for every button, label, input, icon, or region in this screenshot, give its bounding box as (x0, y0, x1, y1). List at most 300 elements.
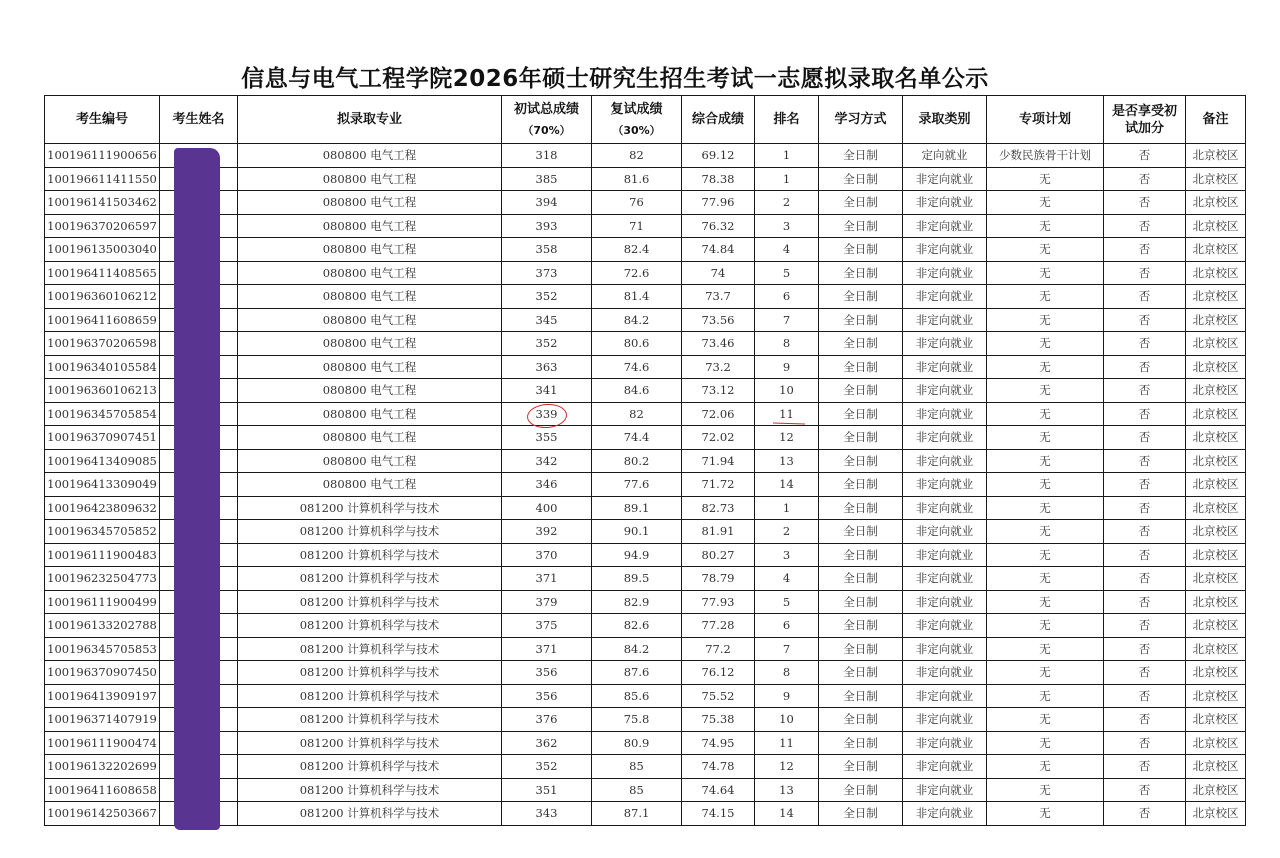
cell-plan: 无 (987, 543, 1104, 567)
table-row (45, 238, 1246, 262)
cell-major: 080800 电气工程 (238, 144, 502, 168)
cell-prelim: 345 (502, 308, 592, 332)
cell-major: 080800 电气工程 (238, 214, 502, 238)
table-row (45, 261, 1246, 285)
cell-id: 100196370206597 (45, 214, 160, 238)
cell-rank: 6 (755, 285, 819, 309)
cell-prelim: 352 (502, 332, 592, 356)
cell-category: 非定向就业 (903, 473, 987, 497)
cell-study-mode: 全日制 (819, 590, 903, 614)
table-row (45, 614, 1246, 638)
cell-study-mode: 全日制 (819, 449, 903, 473)
header-name: 考生姓名 (160, 96, 238, 144)
cell-note: 北京校区 (1186, 590, 1246, 614)
cell-note: 北京校区 (1186, 402, 1246, 426)
cell-prelim: 371 (502, 637, 592, 661)
cell-id: 100196371407919 (45, 708, 160, 732)
cell-prelim: 375 (502, 614, 592, 638)
cell-plan: 无 (987, 285, 1104, 309)
cell-bonus: 否 (1104, 590, 1186, 614)
cell-major: 080800 电气工程 (238, 473, 502, 497)
table-row (45, 191, 1246, 215)
table-row (45, 473, 1246, 497)
cell-category: 非定向就业 (903, 332, 987, 356)
cell-plan: 无 (987, 238, 1104, 262)
cell-prelim: 373 (502, 261, 592, 285)
cell-bonus: 否 (1104, 473, 1186, 497)
cell-major: 080800 电气工程 (238, 355, 502, 379)
cell-category: 非定向就业 (903, 355, 987, 379)
cell-category: 非定向就业 (903, 449, 987, 473)
cell-total: 77.93 (682, 590, 755, 614)
cell-prelim: 379 (502, 590, 592, 614)
cell-study-mode: 全日制 (819, 731, 903, 755)
cell-prelim: 356 (502, 684, 592, 708)
header-prelim-label: 初试总成绩 (513, 101, 579, 117)
cell-study-mode: 全日制 (819, 755, 903, 779)
page-title: 信息与电气工程学院2026年硕士研究生招生考试一志愿拟录取名单公示 (241, 66, 989, 92)
cell-category: 非定向就业 (903, 731, 987, 755)
table-row (45, 731, 1246, 755)
cell-category: 非定向就业 (903, 520, 987, 544)
cell-category: 非定向就业 (903, 214, 987, 238)
cell-rank: 13 (755, 449, 819, 473)
cell-category: 非定向就业 (903, 167, 987, 191)
cell-note: 北京校区 (1186, 167, 1246, 191)
table-row (45, 661, 1246, 685)
cell-prelim: 343 (502, 802, 592, 826)
cell-category: 非定向就业 (903, 496, 987, 520)
cell-rank: 7 (755, 308, 819, 332)
cell-total: 78.38 (682, 167, 755, 191)
cell-total: 72.02 (682, 426, 755, 450)
table-row (45, 285, 1246, 309)
header-prelim-weight: （70%） (522, 123, 571, 137)
cell-major: 081200 计算机科学与技术 (238, 496, 502, 520)
cell-note: 北京校区 (1186, 379, 1246, 403)
cell-study-mode: 全日制 (819, 144, 903, 168)
cell-plan: 少数民族骨干计划 (987, 144, 1104, 168)
cell-rank: 3 (755, 543, 819, 567)
cell-rank: 9 (755, 355, 819, 379)
cell-study-mode: 全日制 (819, 708, 903, 732)
cell-bonus: 否 (1104, 778, 1186, 802)
cell-retest: 76 (592, 191, 682, 215)
table-row (45, 214, 1246, 238)
cell-plan: 无 (987, 308, 1104, 332)
cell-rank: 1 (755, 496, 819, 520)
cell-id: 100196135003040 (45, 238, 160, 262)
cell-prelim: 318 (502, 144, 592, 168)
cell-plan: 无 (987, 379, 1104, 403)
cell-major: 081200 计算机科学与技术 (238, 614, 502, 638)
cell-major: 080800 电气工程 (238, 308, 502, 332)
cell-bonus: 否 (1104, 308, 1186, 332)
table-row (45, 144, 1246, 168)
cell-note: 北京校区 (1186, 332, 1246, 356)
cell-plan: 无 (987, 802, 1104, 826)
table-row (45, 167, 1246, 191)
cell-total: 75.52 (682, 684, 755, 708)
cell-prelim: 346 (502, 473, 592, 497)
cell-id: 100196411408565 (45, 261, 160, 285)
cell-id: 100196370907450 (45, 661, 160, 685)
cell-plan: 无 (987, 496, 1104, 520)
cell-prelim: 363 (502, 355, 592, 379)
cell-retest: 80.2 (592, 449, 682, 473)
cell-note: 北京校区 (1186, 191, 1246, 215)
cell-prelim: 358 (502, 238, 592, 262)
cell-bonus: 否 (1104, 684, 1186, 708)
cell-category: 非定向就业 (903, 543, 987, 567)
cell-category: 非定向就业 (903, 778, 987, 802)
cell-prelim: 376 (502, 708, 592, 732)
header-rank: 排名 (755, 96, 819, 144)
cell-note: 北京校区 (1186, 261, 1246, 285)
cell-id: 100196111900499 (45, 590, 160, 614)
cell-retest: 89.1 (592, 496, 682, 520)
cell-study-mode: 全日制 (819, 802, 903, 826)
cell-note: 北京校区 (1186, 567, 1246, 591)
cell-total: 76.32 (682, 214, 755, 238)
cell-major: 080800 电气工程 (238, 167, 502, 191)
cell-note: 北京校区 (1186, 144, 1246, 168)
cell-bonus: 否 (1104, 449, 1186, 473)
cell-total: 78.79 (682, 567, 755, 591)
cell-study-mode: 全日制 (819, 426, 903, 450)
cell-bonus: 否 (1104, 802, 1186, 826)
cell-retest: 87.6 (592, 661, 682, 685)
cell-note: 北京校区 (1186, 543, 1246, 567)
cell-category: 非定向就业 (903, 261, 987, 285)
cell-id: 100196232504773 (45, 567, 160, 591)
table-row (45, 520, 1246, 544)
cell-retest: 84.6 (592, 379, 682, 403)
cell-retest: 82 (592, 144, 682, 168)
cell-plan: 无 (987, 708, 1104, 732)
cell-retest: 82 (592, 402, 682, 426)
cell-total: 74.95 (682, 731, 755, 755)
cell-rank: 1 (755, 144, 819, 168)
cell-major: 081200 计算机科学与技术 (238, 520, 502, 544)
cell-total: 72.06 (682, 402, 755, 426)
table-row (45, 332, 1246, 356)
cell-plan: 无 (987, 402, 1104, 426)
cell-note: 北京校区 (1186, 684, 1246, 708)
cell-id: 100196411608659 (45, 308, 160, 332)
table-row (45, 590, 1246, 614)
table-row (45, 308, 1246, 332)
cell-retest: 85 (592, 778, 682, 802)
cell-total: 73.7 (682, 285, 755, 309)
cell-rank: 8 (755, 332, 819, 356)
cell-note: 北京校区 (1186, 661, 1246, 685)
header-note: 备注 (1186, 96, 1246, 144)
cell-plan: 无 (987, 684, 1104, 708)
cell-category: 非定向就业 (903, 684, 987, 708)
cell-id: 100196133202788 (45, 614, 160, 638)
cell-note: 北京校区 (1186, 496, 1246, 520)
header-total: 综合成绩 (682, 96, 755, 144)
cell-category: 非定向就业 (903, 426, 987, 450)
cell-bonus: 否 (1104, 167, 1186, 191)
cell-rank: 12 (755, 755, 819, 779)
cell-id: 100196413309049 (45, 473, 160, 497)
cell-plan: 无 (987, 520, 1104, 544)
cell-id: 100196340105584 (45, 355, 160, 379)
cell-retest: 75.8 (592, 708, 682, 732)
cell-id: 100196111900483 (45, 543, 160, 567)
cell-study-mode: 全日制 (819, 332, 903, 356)
table-body (45, 144, 1246, 826)
cell-bonus: 否 (1104, 332, 1186, 356)
cell-study-mode: 全日制 (819, 308, 903, 332)
cell-retest: 81.4 (592, 285, 682, 309)
cell-bonus: 否 (1104, 661, 1186, 685)
cell-major: 081200 计算机科学与技术 (238, 778, 502, 802)
cell-prelim: 392 (502, 520, 592, 544)
cell-id: 100196142503667 (45, 802, 160, 826)
cell-plan: 无 (987, 473, 1104, 497)
cell-note: 北京校区 (1186, 308, 1246, 332)
cell-plan: 无 (987, 167, 1104, 191)
cell-bonus: 否 (1104, 567, 1186, 591)
cell-id: 100196360106212 (45, 285, 160, 309)
table-row (45, 684, 1246, 708)
cell-bonus: 否 (1104, 614, 1186, 638)
cell-bonus: 否 (1104, 285, 1186, 309)
cell-id: 100196611411550 (45, 167, 160, 191)
cell-category: 非定向就业 (903, 308, 987, 332)
cell-category: 非定向就业 (903, 661, 987, 685)
cell-rank: 5 (755, 590, 819, 614)
cell-study-mode: 全日制 (819, 167, 903, 191)
cell-rank: 4 (755, 567, 819, 591)
table-row (45, 778, 1246, 802)
cell-rank: 10 (755, 708, 819, 732)
cell-study-mode: 全日制 (819, 238, 903, 262)
cell-id: 100196345705854 (45, 402, 160, 426)
cell-note: 北京校区 (1186, 614, 1246, 638)
cell-major: 081200 计算机科学与技术 (238, 590, 502, 614)
cell-id: 100196141503462 (45, 191, 160, 215)
cell-rank: 10 (755, 379, 819, 403)
cell-retest: 94.9 (592, 543, 682, 567)
cell-major: 080800 电气工程 (238, 449, 502, 473)
header-major: 拟录取专业 (238, 96, 502, 144)
cell-study-mode: 全日制 (819, 567, 903, 591)
cell-category: 非定向就业 (903, 379, 987, 403)
cell-major: 081200 计算机科学与技术 (238, 543, 502, 567)
header-category: 录取类别 (903, 96, 987, 144)
header-id: 考生编号 (45, 96, 160, 144)
cell-total: 81.91 (682, 520, 755, 544)
cell-rank: 1 (755, 167, 819, 191)
cell-prelim: 342 (502, 449, 592, 473)
cell-bonus: 否 (1104, 402, 1186, 426)
cell-total: 74 (682, 261, 755, 285)
cell-prelim: 351 (502, 778, 592, 802)
cell-category: 非定向就业 (903, 802, 987, 826)
cell-category: 定向就业 (903, 144, 987, 168)
cell-rank: 11 (755, 731, 819, 755)
cell-study-mode: 全日制 (819, 684, 903, 708)
cell-plan: 无 (987, 661, 1104, 685)
cell-plan: 无 (987, 449, 1104, 473)
cell-id: 100196411608658 (45, 778, 160, 802)
cell-rank: 11 (755, 402, 819, 426)
cell-rank: 3 (755, 214, 819, 238)
cell-retest: 85.6 (592, 684, 682, 708)
cell-study-mode: 全日制 (819, 191, 903, 215)
cell-bonus: 否 (1104, 637, 1186, 661)
header-bonus-label: 是否享受初试加分 (1111, 103, 1177, 136)
cell-study-mode: 全日制 (819, 285, 903, 309)
cell-retest: 74.6 (592, 355, 682, 379)
name-redaction-mark (174, 148, 220, 830)
cell-id: 100196360106213 (45, 379, 160, 403)
cell-prelim: 362 (502, 731, 592, 755)
cell-prelim: 400 (502, 496, 592, 520)
cell-note: 北京校区 (1186, 520, 1246, 544)
cell-prelim: 341 (502, 379, 592, 403)
cell-major: 080800 电气工程 (238, 238, 502, 262)
cell-retest: 81.6 (592, 167, 682, 191)
cell-bonus: 否 (1104, 144, 1186, 168)
cell-bonus: 否 (1104, 755, 1186, 779)
cell-prelim: 356 (502, 661, 592, 685)
cell-retest: 89.5 (592, 567, 682, 591)
cell-bonus: 否 (1104, 191, 1186, 215)
cell-plan: 无 (987, 355, 1104, 379)
cell-note: 北京校区 (1186, 355, 1246, 379)
cell-retest: 80.6 (592, 332, 682, 356)
cell-category: 非定向就业 (903, 285, 987, 309)
cell-category: 非定向就业 (903, 708, 987, 732)
cell-prelim: 339 (502, 402, 592, 426)
cell-id: 100196345705852 (45, 520, 160, 544)
cell-total: 73.2 (682, 355, 755, 379)
cell-id: 100196370907451 (45, 426, 160, 450)
table-row (45, 379, 1246, 403)
cell-id: 100196132202699 (45, 755, 160, 779)
cell-major: 080800 电气工程 (238, 285, 502, 309)
cell-rank: 2 (755, 191, 819, 215)
cell-retest: 80.9 (592, 731, 682, 755)
table-row (45, 449, 1246, 473)
cell-study-mode: 全日制 (819, 496, 903, 520)
cell-total: 74.64 (682, 778, 755, 802)
cell-major: 080800 电气工程 (238, 191, 502, 215)
cell-note: 北京校区 (1186, 637, 1246, 661)
header-retest-label: 复试成绩 (610, 101, 663, 117)
cell-id: 100196111900474 (45, 731, 160, 755)
cell-rank: 14 (755, 802, 819, 826)
cell-total: 73.46 (682, 332, 755, 356)
cell-plan: 无 (987, 191, 1104, 215)
cell-total: 80.27 (682, 543, 755, 567)
cell-total: 71.94 (682, 449, 755, 473)
table-row (45, 708, 1246, 732)
cell-plan: 无 (987, 590, 1104, 614)
cell-bonus: 否 (1104, 214, 1186, 238)
table-row (45, 496, 1246, 520)
table-row (45, 426, 1246, 450)
cell-retest: 84.2 (592, 637, 682, 661)
cell-rank: 13 (755, 778, 819, 802)
cell-major: 080800 电气工程 (238, 332, 502, 356)
cell-note: 北京校区 (1186, 473, 1246, 497)
header-retest (592, 96, 682, 144)
cell-major: 080800 电气工程 (238, 379, 502, 403)
header-retest-weight: （30%） (612, 123, 661, 137)
cell-category: 非定向就业 (903, 637, 987, 661)
cell-total: 75.38 (682, 708, 755, 732)
cell-major: 081200 计算机科学与技术 (238, 684, 502, 708)
cell-major: 081200 计算机科学与技术 (238, 708, 502, 732)
cell-plan: 无 (987, 261, 1104, 285)
cell-category: 非定向就业 (903, 590, 987, 614)
cell-plan: 无 (987, 332, 1104, 356)
cell-major: 081200 计算机科学与技术 (238, 755, 502, 779)
cell-major: 081200 计算机科学与技术 (238, 637, 502, 661)
cell-id: 100196423809632 (45, 496, 160, 520)
table-row (45, 402, 1246, 426)
cell-plan: 无 (987, 614, 1104, 638)
cell-note: 北京校区 (1186, 778, 1246, 802)
cell-note: 北京校区 (1186, 238, 1246, 262)
cell-prelim: 370 (502, 543, 592, 567)
cell-rank: 12 (755, 426, 819, 450)
cell-retest: 74.4 (592, 426, 682, 450)
cell-bonus: 否 (1104, 543, 1186, 567)
cell-retest: 87.1 (592, 802, 682, 826)
table-row (45, 543, 1246, 567)
cell-study-mode: 全日制 (819, 614, 903, 638)
cell-study-mode: 全日制 (819, 778, 903, 802)
table-row (45, 755, 1246, 779)
cell-total: 74.78 (682, 755, 755, 779)
table-row (45, 355, 1246, 379)
admission-table (44, 95, 1246, 826)
cell-total: 77.2 (682, 637, 755, 661)
cell-category: 非定向就业 (903, 567, 987, 591)
cell-rank: 8 (755, 661, 819, 685)
cell-bonus: 否 (1104, 496, 1186, 520)
cell-bonus: 否 (1104, 355, 1186, 379)
cell-retest: 90.1 (592, 520, 682, 544)
cell-bonus: 否 (1104, 238, 1186, 262)
cell-rank: 5 (755, 261, 819, 285)
cell-study-mode: 全日制 (819, 402, 903, 426)
cell-category: 非定向就业 (903, 238, 987, 262)
cell-bonus: 否 (1104, 379, 1186, 403)
cell-major: 080800 电气工程 (238, 261, 502, 285)
cell-study-mode: 全日制 (819, 214, 903, 238)
cell-total: 73.56 (682, 308, 755, 332)
cell-note: 北京校区 (1186, 708, 1246, 732)
cell-bonus: 否 (1104, 426, 1186, 450)
cell-major: 080800 电气工程 (238, 402, 502, 426)
cell-total: 73.12 (682, 379, 755, 403)
cell-study-mode: 全日制 (819, 661, 903, 685)
cell-bonus: 否 (1104, 731, 1186, 755)
cell-prelim: 393 (502, 214, 592, 238)
cell-note: 北京校区 (1186, 802, 1246, 826)
cell-note: 北京校区 (1186, 449, 1246, 473)
table-row (45, 637, 1246, 661)
cell-total: 71.72 (682, 473, 755, 497)
